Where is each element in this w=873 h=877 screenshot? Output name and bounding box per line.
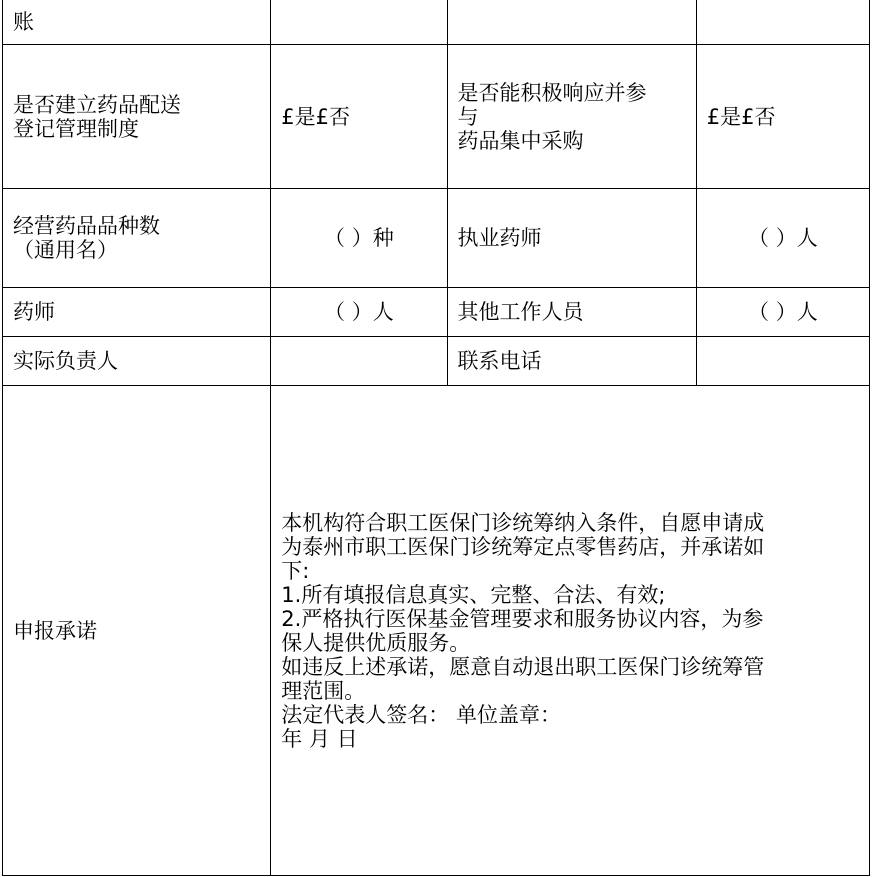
delivery-system-label-line: 登记管理制度	[13, 116, 139, 141]
delivery-system-label	[3, 45, 271, 189]
declaration-label: 申报承诺	[3, 386, 271, 876]
procurement-choice[interactable]: £是£否	[696, 45, 869, 189]
declaration-line: 本机构符合职工医保门诊统筹纳入条件，自愿申请成	[281, 510, 765, 535]
signature-line[interactable]: 法定代表人签名： 单位盖章：	[281, 702, 561, 727]
other-staff-value[interactable]: （ ）人	[696, 288, 869, 337]
responsible-person-label: 实际负责人	[3, 337, 271, 386]
declaration-line: 2.严格执行医保基金管理要求和服务协议内容，为参	[281, 606, 764, 631]
drug-varieties-value[interactable]: （ ）种	[271, 189, 447, 288]
drug-varieties-label-line: 经营药品品种数	[13, 214, 160, 238]
pharmacy-application-table	[2, 0, 870, 876]
procurement-label-line: 药品集中采购	[457, 128, 584, 153]
date-line[interactable]: 年 月 日	[281, 726, 358, 751]
contact-phone-label: 联系电话	[447, 337, 696, 386]
declaration-content	[271, 386, 870, 876]
declaration-line: 下:	[281, 558, 310, 583]
table-row-responsible	[3, 337, 870, 386]
declaration-line: 为泰州市职工医保门诊统筹定点零售药店，并承诺如	[281, 534, 765, 559]
procurement-label-line: 与	[457, 104, 479, 129]
drug-varieties-label-line: （通用名）	[13, 238, 118, 262]
table-row-declaration	[3, 386, 870, 876]
table-row-continuation	[3, 0, 870, 45]
table-row-delivery	[3, 45, 870, 189]
delivery-system-choice[interactable]: £是£否	[271, 45, 447, 189]
empty-cell	[696, 0, 869, 45]
pharmacist-label: 药师	[3, 288, 271, 337]
pharmacist-value[interactable]: （ ）人	[271, 288, 447, 337]
continuation-label: 账	[3, 0, 271, 45]
licensed-pharmacist-label: 执业药师	[447, 189, 696, 288]
declaration-line: 保人提供优质服务。	[281, 630, 471, 655]
table-row-pharmacist	[3, 288, 870, 337]
declaration-line: 理范围。	[281, 678, 366, 703]
responsible-person-value[interactable]	[271, 337, 447, 386]
procurement-label	[447, 45, 696, 189]
empty-cell	[447, 0, 696, 45]
declaration-line: 1.所有填报信息真实、完整、合法、有效;	[281, 582, 666, 607]
empty-cell	[271, 0, 447, 45]
drug-varieties-label	[3, 189, 271, 288]
licensed-pharmacist-value[interactable]: （ ）人	[696, 189, 869, 288]
declaration-line: 如违反上述承诺，愿意自动退出职工医保门诊统筹管	[281, 654, 765, 679]
table-row-varieties	[3, 189, 870, 288]
delivery-system-label-line: 是否建立药品配送	[13, 92, 181, 117]
procurement-label-line: 是否能积极响应并参	[457, 80, 647, 105]
other-staff-label: 其他工作人员	[447, 288, 696, 337]
contact-phone-value[interactable]	[696, 337, 869, 386]
